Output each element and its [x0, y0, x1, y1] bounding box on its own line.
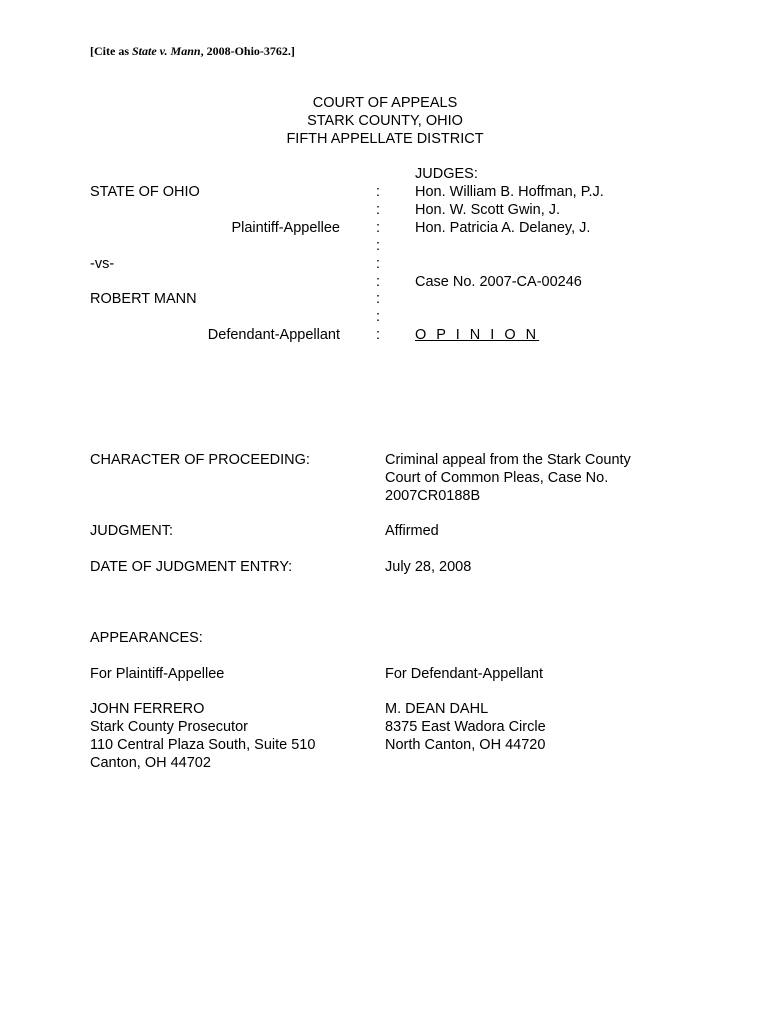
judgment-label: JUDGMENT:: [90, 523, 173, 539]
character-value: [385, 451, 631, 505]
appearances-heading: APPEARANCES:: [90, 630, 203, 646]
caption-colon: :: [376, 184, 381, 200]
caption-colon: :: [376, 256, 381, 272]
counsel-line: Canton, OH 44702: [90, 755, 211, 771]
plaintiff-name: STATE OF OHIO: [90, 184, 200, 200]
judge-name: Hon. W. Scott Gwin, J.: [415, 202, 561, 218]
counsel-line: M. DEAN DAHL: [385, 701, 489, 717]
date-value: July 28, 2008: [385, 559, 472, 575]
counsel-line: North Canton, OH 44720: [385, 737, 546, 753]
court-header: [0, 94, 770, 148]
counsel-line: JOHN FERRERO: [90, 701, 205, 717]
judge-name: Hon. William B. Hoffman, P.J.: [415, 184, 604, 200]
opinion-label: O P I N I O N: [415, 327, 540, 343]
counsel-line: 110 Central Plaza South, Suite 510: [90, 737, 316, 753]
character-value-line: Court of Common Pleas, Case No.: [385, 470, 609, 486]
character-value-line: Criminal appeal from the Stark County: [385, 452, 631, 468]
caption-colon: :: [376, 202, 381, 218]
caption-colon: :: [376, 327, 381, 343]
counsel-line: 8375 East Wadora Circle: [385, 719, 546, 735]
caption-colon: :: [376, 309, 381, 325]
character-value-line: 2007CR0188B: [385, 488, 481, 504]
citation-line: [90, 44, 295, 59]
plaintiff-counsel-block: [90, 700, 315, 772]
plaintiff-counsel-heading: For Plaintiff-Appellee: [90, 666, 225, 682]
caption-colon: :: [376, 238, 381, 254]
case-number: Case No. 2007-CA-00246: [415, 274, 582, 290]
court-county: STARK COUNTY, OHIO: [307, 113, 463, 129]
caption-colon: :: [376, 220, 381, 236]
citation-prefix: [Cite as: [90, 44, 132, 58]
versus-label: -vs-: [90, 256, 115, 272]
citation-suffix: , 2008-Ohio-3762.]: [200, 44, 295, 58]
defendant-counsel-heading: For Defendant-Appellant: [385, 666, 543, 682]
character-label: CHARACTER OF PROCEEDING:: [90, 452, 310, 468]
date-label: DATE OF JUDGMENT ENTRY:: [90, 559, 293, 575]
citation-case-name: State v. Mann: [132, 44, 201, 58]
plaintiff-role: Plaintiff-Appellee: [231, 220, 340, 236]
defendant-name: ROBERT MANN: [90, 291, 197, 307]
judgment-value: Affirmed: [385, 523, 439, 539]
court-district: FIFTH APPELLATE DISTRICT: [286, 131, 484, 147]
judges-heading: JUDGES:: [415, 166, 478, 182]
defendant-counsel-block: [385, 700, 546, 754]
caption-colon: :: [376, 291, 381, 307]
caption-colon: :: [376, 274, 381, 290]
counsel-line: Stark County Prosecutor: [90, 719, 248, 735]
defendant-role: Defendant-Appellant: [207, 327, 340, 343]
judge-name: Hon. Patricia A. Delaney, J.: [415, 220, 591, 236]
court-name: COURT OF APPEALS: [312, 95, 458, 111]
